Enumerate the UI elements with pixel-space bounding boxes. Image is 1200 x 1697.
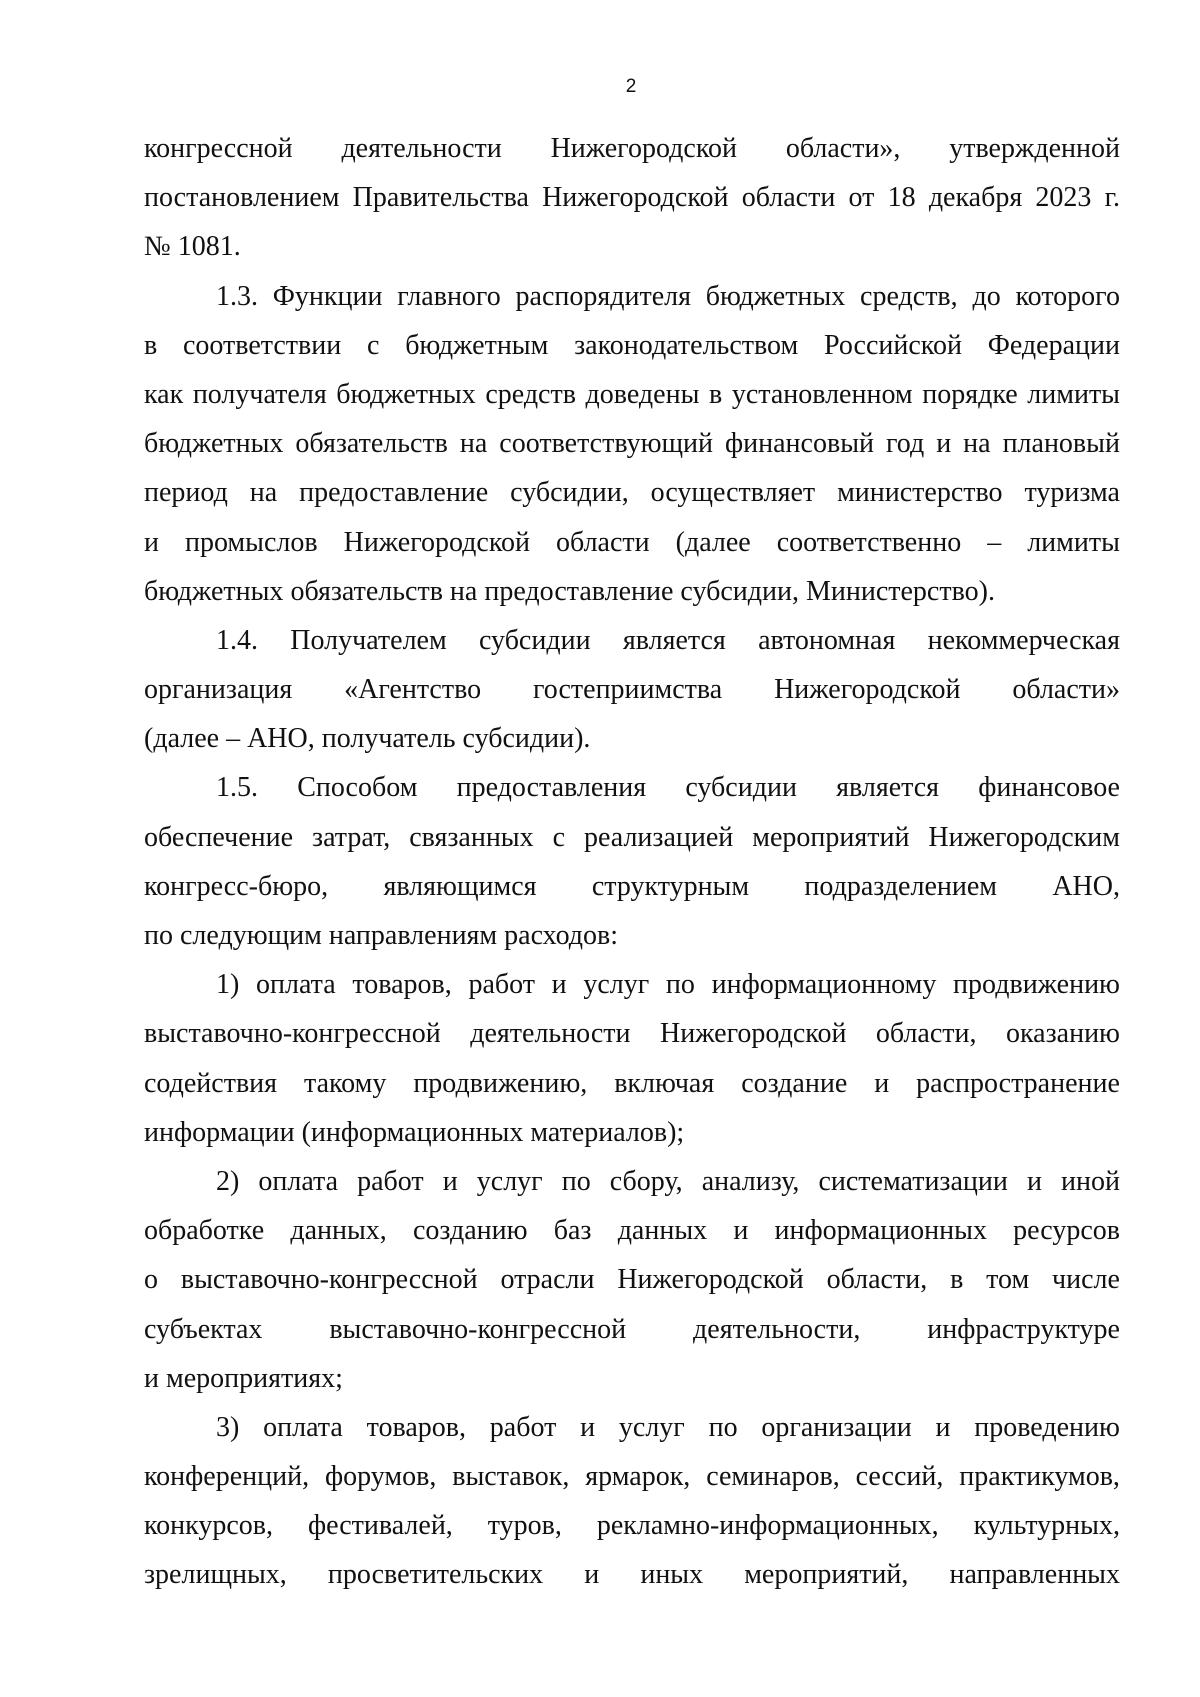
word: порядке (922, 378, 1018, 410)
word: предоставления (456, 772, 647, 804)
word: промыслов (184, 526, 318, 558)
word: данных, (290, 1215, 387, 1247)
word: 1) (216, 969, 240, 1001)
word: по (708, 1411, 738, 1443)
word: бюджетных (144, 428, 284, 460)
word: соответствующий (499, 428, 714, 460)
word: 1.3. (216, 280, 258, 312)
text-line (144, 272, 1120, 321)
word: министерство (837, 477, 1003, 509)
text-line (144, 1157, 1120, 1206)
word: оказанию (1005, 1018, 1120, 1050)
text-line (144, 1108, 1120, 1157)
word: мероприятий, (744, 1559, 909, 1591)
word: в (950, 1264, 964, 1296)
text-line (144, 1206, 1120, 1255)
word: направлениям (328, 920, 498, 951)
word: законодательством (574, 329, 799, 361)
word: Правительства (352, 182, 529, 214)
text-line (144, 1403, 1120, 1452)
word: зрелищных, (144, 1559, 287, 1591)
word: следующим (179, 920, 322, 951)
word: финансовое (978, 772, 1120, 804)
word: культурных, (973, 1510, 1120, 1542)
word: области (556, 526, 650, 558)
word: оплата (258, 1165, 339, 1197)
word: области», (785, 133, 901, 164)
text-line (144, 222, 1120, 271)
word: связанных (409, 821, 534, 853)
word: Министерство). (805, 575, 995, 607)
word: и (551, 969, 567, 1001)
word: конгресс-бюро, (144, 870, 329, 902)
text-line (144, 813, 1120, 862)
word: конкурсов, (144, 1510, 274, 1542)
word: включая (614, 1067, 715, 1099)
text-line (144, 321, 1120, 370)
text-line (144, 124, 1120, 173)
word: семинаров, (706, 1461, 840, 1493)
word: и (442, 1165, 458, 1197)
text-line (144, 1255, 1120, 1304)
word: с (366, 329, 380, 361)
word: услуг (618, 1411, 685, 1443)
word: бюджетных (336, 378, 476, 410)
word: рекламно-информационных, (596, 1510, 939, 1542)
word: субсидии (479, 624, 591, 656)
word: и (144, 1362, 159, 1394)
word: числе (1052, 1264, 1120, 1296)
word: на (963, 428, 991, 460)
word: просветительских (327, 1559, 544, 1591)
word: и (1026, 1165, 1042, 1197)
word: – (987, 526, 1002, 558)
word: и (936, 428, 952, 460)
word: субъектах (144, 1313, 263, 1345)
word: г. (1104, 182, 1120, 214)
word: АНО, (1052, 870, 1120, 902)
word: получатель (321, 723, 456, 755)
word: иной (1060, 1165, 1120, 1197)
word: главного (397, 280, 501, 312)
word: от (848, 182, 875, 214)
word: деятельности, (693, 1313, 861, 1345)
word: № (144, 231, 171, 263)
word: бюджетных (144, 575, 284, 607)
word: выставочно-конгрессной (180, 1264, 478, 1296)
word: информационному (711, 969, 937, 1001)
word: подразделением (804, 870, 998, 902)
text-line (144, 960, 1120, 1009)
word: реализацией (584, 821, 734, 853)
word: получателя (192, 378, 327, 410)
text-line (144, 518, 1120, 567)
text-line (144, 763, 1120, 812)
word: обеспечение (144, 821, 294, 853)
word: в (144, 329, 158, 361)
word: 1.4. (216, 624, 258, 656)
word: Функции (272, 280, 383, 312)
text-line (144, 419, 1120, 468)
word: проведению (974, 1411, 1120, 1443)
word: постановлением (144, 182, 340, 214)
word: является (622, 624, 726, 656)
word: работ (468, 969, 535, 1001)
word: структурным (591, 870, 750, 902)
word: по (665, 969, 695, 1001)
word: утвержденной (949, 133, 1120, 164)
word: затрат, (312, 821, 391, 853)
word: в (708, 378, 723, 410)
word: и (935, 1411, 951, 1443)
text-line (144, 1354, 1120, 1403)
word: организации (761, 1411, 912, 1443)
word: (далее (675, 526, 751, 558)
word: систематизации (818, 1165, 1008, 1197)
word: средств, (860, 280, 958, 312)
word: которого (1015, 280, 1120, 312)
word: о (144, 1264, 158, 1296)
word: области» (1012, 674, 1120, 706)
word: 1.5. (216, 772, 258, 804)
text-line (144, 1501, 1120, 1550)
word: субсидии, (510, 477, 629, 509)
document-body (144, 124, 1120, 1600)
word: (информационных (301, 1116, 524, 1148)
word: области, (875, 1018, 977, 1050)
word: до (972, 280, 1001, 312)
word: материалов); (530, 1116, 685, 1148)
text-line (144, 173, 1120, 222)
word: содействия (144, 1067, 278, 1099)
word: гостеприимства (533, 674, 723, 706)
word: как (144, 378, 184, 410)
word: на (249, 477, 278, 509)
word: Нижегородской (660, 1018, 847, 1050)
word: Федерации (987, 329, 1120, 361)
word: автономная (758, 624, 896, 656)
word: конгрессной (144, 133, 293, 164)
word: конференций, (144, 1461, 310, 1493)
word: такому (303, 1067, 387, 1099)
word: мероприятий (752, 821, 910, 853)
text-line (144, 862, 1120, 911)
word: и (733, 1215, 749, 1247)
text-line (144, 665, 1120, 714)
text-line (144, 468, 1120, 517)
word: 2023 (1035, 182, 1092, 214)
word: работ (357, 1165, 424, 1197)
word: на (459, 428, 488, 460)
word: субсидии (685, 772, 797, 804)
word: данных (617, 1215, 708, 1247)
word: обработке (144, 1215, 265, 1247)
word: деятельности (470, 1018, 631, 1050)
word: Российской (823, 329, 962, 361)
text-line (144, 567, 1120, 616)
word: распорядителя (515, 280, 691, 312)
word: анализу, (701, 1165, 800, 1197)
word: работ (489, 1411, 557, 1443)
word: практикумов, (959, 1461, 1120, 1493)
word: лимиты (1027, 526, 1120, 558)
word: ярмарок, (585, 1461, 691, 1493)
word: (далее (144, 723, 220, 755)
word: с (552, 821, 566, 853)
word: баз (553, 1215, 592, 1247)
word: мероприятиях; (165, 1362, 343, 1394)
word: обязательств (295, 428, 448, 460)
word: деятельности (341, 133, 502, 164)
word: установленном (731, 378, 913, 410)
word: продвижению (953, 969, 1120, 1001)
text-line (144, 370, 1120, 419)
word: Нижегородской (550, 133, 737, 164)
word: соответствии (183, 329, 342, 361)
word: информации (144, 1116, 295, 1148)
word: расходов: (504, 920, 619, 951)
word: туров, (487, 1510, 562, 1542)
text-line (144, 616, 1120, 665)
word: и (584, 1559, 600, 1591)
word: Нижегородской (617, 1264, 804, 1296)
word: по (144, 920, 173, 951)
word: оплата (263, 1411, 343, 1443)
word: и (874, 1067, 890, 1099)
word: области, (826, 1264, 928, 1296)
word: на (449, 575, 478, 607)
word: соответственно (776, 526, 962, 558)
word: товаров, (352, 969, 452, 1001)
word: осуществляет (650, 477, 816, 509)
word: Нижегородским (928, 821, 1120, 853)
word: выставочно-конгрессной (144, 1018, 441, 1050)
word: направленных (949, 1559, 1120, 1591)
word: услуг (476, 1165, 543, 1197)
word: некоммерческая (927, 624, 1120, 656)
word: плановый (1002, 428, 1120, 460)
word: услуг (583, 969, 650, 1001)
page-number: 2 (625, 76, 637, 97)
word: том (986, 1264, 1030, 1296)
word: 1081. (177, 231, 241, 263)
word: 18 (887, 182, 916, 214)
word: сбору, (609, 1165, 683, 1197)
word: является (836, 772, 940, 804)
word: декабря (928, 182, 1023, 214)
word: распространение (916, 1067, 1120, 1099)
word: являющимся (383, 870, 537, 902)
word: туризма (1024, 477, 1120, 509)
word: иных (640, 1559, 704, 1591)
word: субсидии, (680, 575, 799, 607)
word: инфраструктуре (927, 1313, 1120, 1345)
word: «Агентство (344, 674, 482, 706)
word: сессий, (855, 1461, 944, 1493)
word: субсидии). (462, 723, 591, 755)
word: выставочно-конгрессной (329, 1313, 627, 1345)
text-line (144, 911, 1120, 960)
text-line (144, 714, 1120, 763)
word: 3) (216, 1411, 240, 1443)
text-line (144, 1009, 1120, 1058)
word: форумов, (325, 1461, 437, 1493)
word: и (144, 526, 159, 558)
word: фестивалей, (307, 1510, 453, 1542)
word: Нижегородской (343, 526, 531, 558)
word: по (561, 1165, 591, 1197)
word: Получателем (290, 624, 447, 656)
word: продвижению, (413, 1067, 588, 1099)
word: Нижегородской (774, 674, 961, 706)
word: бюджетных (705, 280, 846, 312)
word: информационных (774, 1215, 987, 1247)
word: создание (741, 1067, 848, 1099)
word: – (226, 723, 241, 755)
word: выставок, (452, 1461, 570, 1493)
text-line (144, 1305, 1120, 1354)
word: оплата (256, 969, 336, 1001)
text-line (144, 1059, 1120, 1108)
word: доведены (585, 378, 700, 410)
word: организация (144, 674, 293, 706)
text-line (144, 1452, 1120, 1501)
word: ресурсов (1013, 1215, 1120, 1247)
word: предоставление (484, 575, 674, 607)
word: Нижегородской (542, 182, 729, 214)
text-line (144, 1550, 1120, 1599)
word: отрасли (500, 1264, 595, 1296)
word: обязательств (290, 575, 443, 607)
word: средств (485, 378, 576, 410)
word: и (580, 1411, 596, 1443)
word: финансовый (725, 428, 874, 460)
word: год (885, 428, 925, 460)
word: Способом (297, 772, 418, 804)
word: 2) (216, 1165, 240, 1197)
word: бюджетным (405, 329, 549, 361)
word: товаров, (366, 1411, 466, 1443)
word: области (741, 182, 836, 214)
word: лимиты (1027, 378, 1120, 410)
word: предоставление (299, 477, 489, 509)
word: АНО, (247, 723, 315, 755)
word: созданию (413, 1215, 528, 1247)
word: период (144, 477, 228, 509)
